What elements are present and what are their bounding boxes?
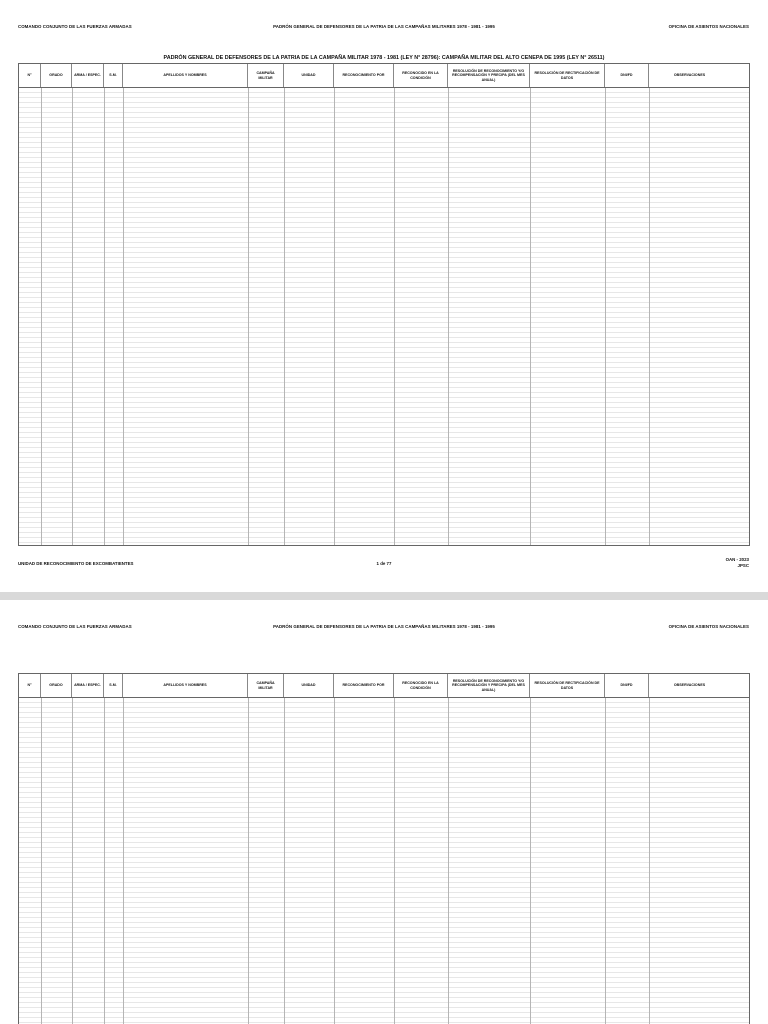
- footer-code: [726, 557, 749, 569]
- col-header-rectification: RESOLUCIÓN DE RECTIFICACIÓN DE DATOS: [530, 674, 605, 697]
- col-header-condition: RECONOCIDO EN LA CONDICIÓN: [394, 674, 448, 697]
- col-header-resolution: RESOLUCIÓN DE RECONOCIMIENTO Y/O RECOMPENSACIÓN Y PRECIPA (DEL MES ANUAL): [448, 674, 530, 697]
- footer-page-number: 1 de 77: [376, 561, 392, 566]
- col-header-unit: UNIDAD: [284, 64, 334, 87]
- col-header-number: N°: [19, 674, 41, 697]
- header-register-title: PADRÓN GENERAL DE DEFENSORES DE LA PATRIA DE LAS CAMPAÑAS MILITARES 1978 - 1981 - 1995: [273, 24, 495, 29]
- table-header-row: [19, 674, 749, 698]
- col-header-sm: S.M.: [104, 64, 123, 87]
- col-header-names: APELLIDOS Y NOMBRES: [123, 64, 248, 87]
- header-office: OFICINA DE ASIENTOS NACIONALES: [668, 624, 749, 629]
- col-header-campaign: CAMPAÑA MILITAR: [248, 674, 284, 697]
- document-page-2: [0, 600, 768, 1024]
- col-header-rectification: RESOLUCIÓN DE RECTIFICACIÓN DE DATOS: [530, 64, 605, 87]
- col-header-recognition-by: RECONOCIMIENTO POR: [334, 64, 394, 87]
- page-separator: [0, 592, 768, 600]
- col-header-rank: GRADO: [41, 64, 72, 87]
- table-body: [19, 698, 749, 1024]
- col-header-names: APELLIDOS Y NOMBRES: [123, 674, 248, 697]
- col-header-rank: GRADO: [41, 674, 72, 697]
- table-header-row: [19, 64, 749, 88]
- header-office: OFICINA DE ASIENTOS NACIONALES: [668, 24, 749, 29]
- col-header-dni: DNI/FD: [605, 674, 649, 697]
- header-organization: COMANDO CONJUNTO DE LAS FUERZAS ARMADAS: [18, 24, 132, 29]
- footer-code-line1: OAN - 2023: [725, 557, 749, 562]
- header-organization: COMANDO CONJUNTO DE LAS FUERZAS ARMADAS: [18, 624, 132, 629]
- registry-table: [18, 673, 750, 1024]
- header-register-title: PADRÓN GENERAL DE DEFENSORES DE LA PATRIA DE LAS CAMPAÑAS MILITARES 1978 - 1981 - 1995: [273, 624, 495, 629]
- col-header-recognition-by: RECONOCIMIENTO POR: [334, 674, 394, 697]
- footer-code-line2: JPSC: [737, 563, 749, 568]
- col-header-arm: ARMA / ESPEC.: [72, 674, 104, 697]
- col-header-arm: ARMA / ESPEC.: [72, 64, 104, 87]
- col-header-campaign: CAMPAÑA MILITAR: [248, 64, 284, 87]
- document-title: PADRÓN GENERAL DE DEFENSORES DE LA PATRIA DE LA CAMPAÑA MILITAR 1978 - 1981 (LEY N° 28796): CAMPAÑA MILITAR DEL ALTO CENEPA DE 1995 (LEY N° 26511): [163, 55, 605, 61]
- col-header-resolution: RESOLUCIÓN DE RECONOCIMIENTO Y/O RECOMPENSACIÓN Y PRECIPA (DEL MES ANUAL): [448, 64, 530, 87]
- footer-unit: UNIDAD DE RECONOCIMIENTO DE EXCOMBATIENTES: [18, 561, 134, 566]
- col-header-observations: OBSERVACIONES: [673, 683, 706, 688]
- col-header-number: N°: [19, 64, 41, 87]
- col-header-observations: OBSERVACIONES: [673, 73, 706, 78]
- col-header-unit: UNIDAD: [284, 674, 334, 697]
- col-header-sm: S.M.: [104, 674, 123, 697]
- col-header-condition: RECONOCIDO EN LA CONDICIÓN: [394, 64, 448, 87]
- table-body: [19, 88, 749, 545]
- col-header-dni: DNI/FD: [605, 64, 649, 87]
- registry-table: [18, 63, 750, 546]
